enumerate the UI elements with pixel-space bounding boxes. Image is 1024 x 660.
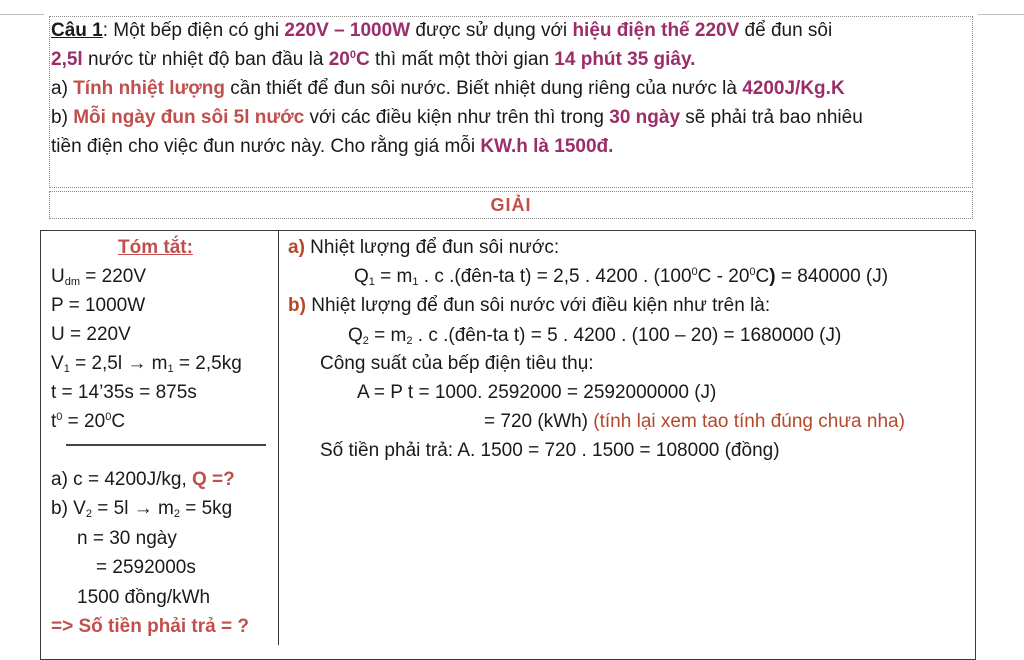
summary-t: t = 14’35s = 875s <box>51 382 197 403</box>
question-label: Câu 1 <box>51 20 103 41</box>
solution-a-heading: a) Nhiệt lượng để đun sôi nước: <box>288 237 560 258</box>
page-edge-left <box>0 14 44 15</box>
column-divider <box>278 230 279 645</box>
summary-ask: => Số tiền phải trả = ? <box>51 616 249 637</box>
solution-cost: Số tiền phải trả: A. 1500 = 720 . 1500 = 108000 (đồng) <box>320 440 780 461</box>
page-edge-right <box>978 14 1024 15</box>
summary-separator <box>66 444 266 446</box>
summary-udm: $U_{dm} = 220V$ <box>51 266 147 288</box>
summary-price: 1500 đồng/kWh <box>77 587 211 608</box>
author-note: (tính lại xem tao tính đúng chưa nha) <box>593 411 905 432</box>
solution-b-heading: b) Nhiệt lượng để đun sôi nước với điều kiện như trên là: <box>288 295 771 316</box>
solution-power: Công suất của bếp điện tiêu thụ: <box>320 353 594 374</box>
arrow-icon: → <box>127 353 147 374</box>
solution-a2: = 720 (kWh) (tính lại xem tao tính đúng chưa nha) <box>484 411 905 432</box>
solution-heading: GIẢI <box>49 191 973 219</box>
summary-title: Tóm tắt: <box>118 237 193 258</box>
solution-a1: A = P t = 1000. 2592000 = 2592000000 (J) <box>357 382 717 403</box>
problem-line-3: a) Tính nhiệt lượng cần thiết để đun sôi nước. Biết nhiệt dung riêng của nước là 4200J/Kg.K <box>51 78 845 99</box>
solution-q2: $Q_2 = m_2$ . c .(đên-ta t) = 5 . 4200 . (100 – 20) = 1680000 (J) <box>348 325 842 347</box>
summary-n2: = 2592000s <box>96 557 196 578</box>
summary-p: P = 1000W <box>51 295 146 316</box>
summary-t0: $t^0 = 20^0C$ <box>51 411 126 432</box>
problem-line-4: b) Mỗi ngày đun sôi 5l nước với các điều kiện như trên thì trong 30 ngày sẽ phải trả bao nhiêu <box>51 107 863 128</box>
arrow-icon: → <box>133 498 153 519</box>
problem-line-1: Câu 1: Một bếp điện có ghi 220V – 1000W được sử dụng với hiệu điện thế 220V để đun sôi <box>51 20 833 41</box>
problem-line-5: tiền điện cho việc đun nước này. Cho rằng giá mỗi KW.h là 1500đ. <box>51 136 614 157</box>
summary-n: n = 30 ngày <box>77 528 177 549</box>
summary-qb: b) $V_2 = 5l \to m_2 = 5kg$ <box>51 498 233 520</box>
summary-v1: $V_1 = 2,5l \to m_1 = 2,5kg$ <box>51 353 242 375</box>
problem-line-2: 2,5l nước từ nhiệt độ ban đầu là $20^0C$ thì mất một thời gian 14 phút 35 giây. <box>51 49 696 70</box>
summary-u: U = 220V <box>51 324 131 345</box>
summary-qa: a) c = 4200J/kg, Q =? <box>51 469 235 490</box>
solution-q1: $Q_1 = m_1$ . c .(đên-ta t) = 2,5 . 4200 . $(100^0C - 20^0C) = 840000$ (J) <box>354 266 889 288</box>
